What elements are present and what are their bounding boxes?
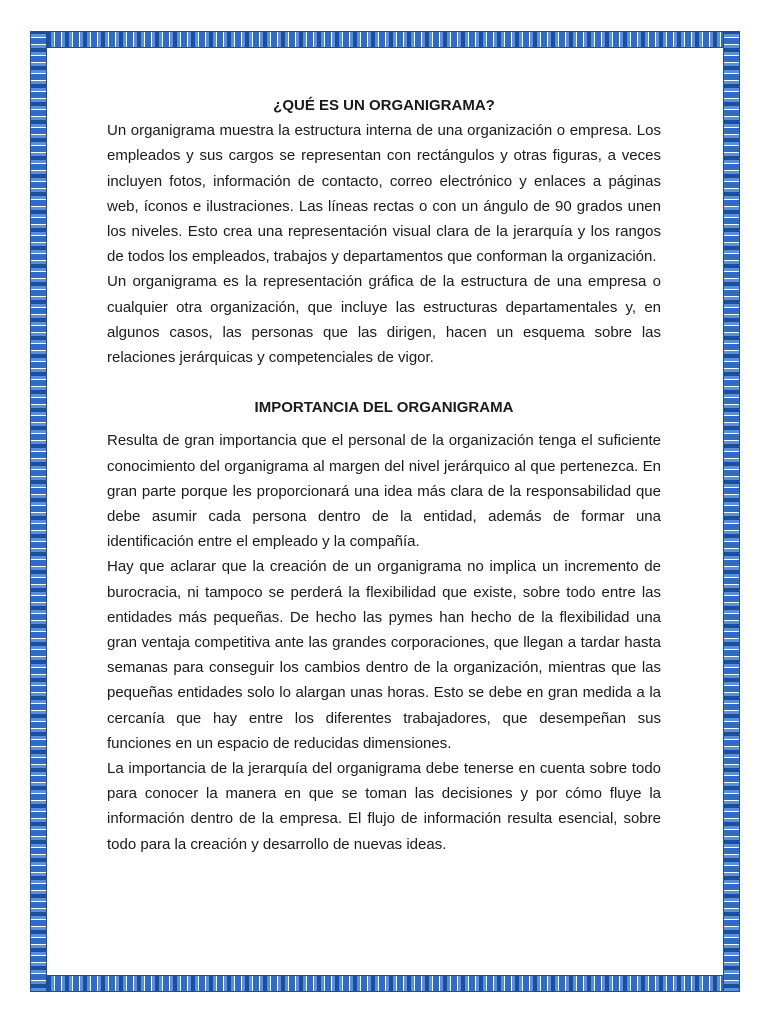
decorative-border-bottom — [30, 975, 740, 992]
paragraph: La importancia de la jerarquía del organigrama debe tenerse en cuenta sobre todo para conocer la manera en que se toman las decisiones y por cómo fluye la información dentro de la empresa. El flujo de información resulta esencial, sobre todo para la creación y desarrollo de nuevas ideas. — [107, 760, 661, 853]
paragraph: Un organigrama es la representación gráfica de la estructura de una empresa o cualquier otra organización, que incluye las estructuras departamentales y, en algunos casos, las personas que las dirigen, hacen un esquema sobre las relaciones jerárquicas y competenciales de vigor. — [107, 273, 661, 367]
spacer — [107, 420, 661, 428]
section-title-importancia: IMPORTANCIA DEL ORGANIGRAMA — [254, 399, 514, 417]
section-title-que-es: ¿QUÉ ES UN ORGANIGRAMA? — [273, 97, 495, 114]
decorative-border-right — [723, 31, 740, 992]
paragraph: Hay que aclarar que la creación de un organigrama no implica un incremento de burocracia, ni tampoco se perderá la flexibilidad que existe, sobre todo entre las entidades más pequeñas. De hecho las pymes han hecho de la flexibilidad una gran ventaja competitiva ante las grandes corporaciones, que llegan a tardar hasta semanas para conseguir los cambios dentro de la organización, mientras que las pequeñas entidades solo lo alargan unas horas. Esto se debe en gran medida a la cercanía que hay entre los diferentes trabajadores, que desempeñan sus funciones en un espacio de reducidas dimensiones. — [107, 558, 661, 752]
decorative-border-left — [30, 31, 47, 992]
document-body — [107, 93, 661, 857]
spacer — [107, 370, 661, 395]
paragraph: Un organigrama muestra la estructura interna de una organización o empresa. Los empleados y sus cargos se representan con rectángulos y otras figuras, a veces incluyen fotos, información de contacto, correo electrónico y enlaces a páginas web, íconos e ilustraciones. Las líneas rectas o con un ángulo de 90 grados unen los niveles. Esto crea una representación visual clara de la jerarquía y los rangos de todos los empleados, trabajos y departamentos que conforman la organización. — [107, 122, 661, 266]
decorative-border-top — [30, 31, 740, 48]
paragraph: Resulta de gran importancia que el personal de la organización tenga el suficiente conocimiento del organigrama al margen del nivel jerárquico al que pertenezca. En gran parte porque les proporcionará una idea más clara de la responsabilidad que debe asumir cada persona dentro de la entidad, además de formar una identificación entre el empleado y la compañía. — [107, 432, 661, 551]
